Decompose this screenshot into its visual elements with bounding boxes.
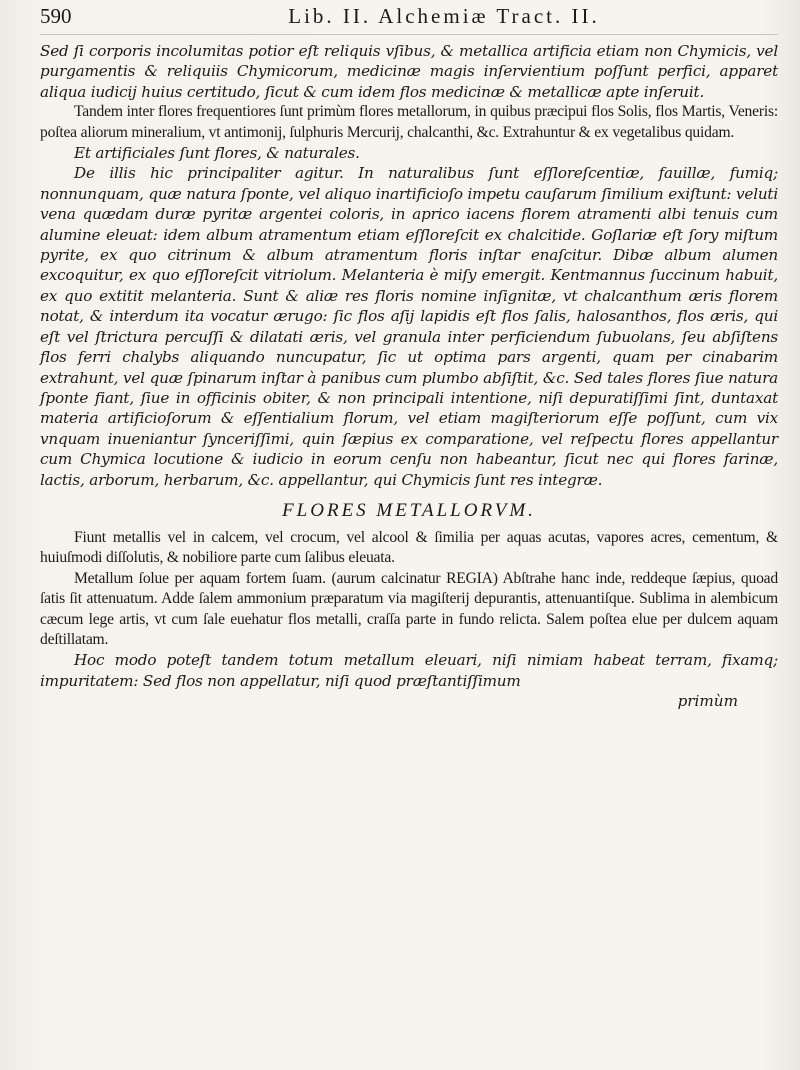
page-number: 590 <box>40 4 72 28</box>
section-heading: FLORES METALLORVM. <box>282 499 536 521</box>
running-head <box>40 4 778 35</box>
paragraph-intro: Sed ſi corporis incolumitas potior eſt reliquis vſibus, & metallica artificia etiam non Chymicis, vel purgamentis & reliquiis Chymicorum, medicinæ magis inſervientium poſſunt perfici, apparet aliqua iudicij huius certitudo, ſicut & cum idem flos medicinæ & metallicæ apte inſeruit. <box>40 42 778 101</box>
paragraph-flores-metallorum-list: Tandem inter flores frequentiores ſunt primùm flores metallorum, in quibus præcipui flos Solis, flos Martis, Veneris: poſtea aliorum mineralium, vt antimonij, ſulphuris Mercurij, chalcanthi, &c. Extrahuntur & ex vegetalibus quidam. <box>40 103 778 141</box>
paragraph-naturalibus: De illis hic principaliter agitur. In naturalibus ſunt eſſloreſcentiæ, fauillæ, fumiq; nonnunquam, quæ natura ſponte, vel aliquo inartificioſo impetu cauſarum ſimilium exiſtunt: veluti vena quædam duræ pyritæ argentei coloris, in aprico iacens florem atramenti albi tenuis cum alumine eleuat: idem album atramentum etiam eſſloreſcit ex chalcitide. Goſlariæ eſt ſory miſtum pyrite, ex quo citrinum & album atramentum floris inſtar enaſcitur. Dibæ album alumen excoquitur, ex quo eſſloreſcit vitriolum. Melanteria è miſy emergit. Kentmannus ſuccinum habuit, ex quo extitit melanteria. Sunt & aliæ res floris nomine inſignitæ, vt chalcanthum æris florem notat, & interdum ita vocatur ærugo: ſic flos aſij lapidis eſt flos ſalis, halosanthos, flos æris, qui eſt vel ſtrictura percuſſi & dilatati æris, vel granula inter perficiendum ſubuolans, ſeu abſiſtens flos ferri chalybs aliquando nuncupatur, ſic ut optima pars argenti, quam per cinabarim extrahunt, vel quæ ſpinarum inſtar à panibus cum plumbo abſiſtit, &c. Sed tales flores ſiue natura ſponte fiant, ſiue in officinis obiter, & non principali intentione, niſi depuratiſſimi ſint, duntaxat materia artificioſorum & eſſentialium florum, vel etiam magiſteriorum eſſe poſſunt, cum vix vnquam inueniantur ſynceriſſimi, quin ſæpius ex comparatione, vel reſpectu flores appellantur cum Chymica locutione & iudicio in eorum cenſu non habeantur, ſicut nec qui flores farinæ, lactis, arborum, herbarum, &c. appellantur, qui Chymicis ſunt res integræ. <box>40 164 778 489</box>
paragraph-fiunt: Fiunt metallis vel in calcem, vel crocum, vel alcool & ſimilia per aquas acutas, vapores acres, cementum, & huiuſmodi diſſolutis, & nobiliore parte cum ſalibus eleuata. <box>40 528 778 567</box>
running-title: Lib. II. Alchemiæ Tract. II. <box>288 4 600 28</box>
catchword: primùm <box>677 692 738 711</box>
paragraph-hoc-modo: Hoc modo poteſt tandem totum metallum eleuari, niſi nimiam habeat terram, fixamq; impuritatem: Sed flos non appellatur, niſi quod præſtantiſſimum <box>40 651 778 690</box>
paragraph-artificial-natural: Et artificiales ſunt flores, & naturales. <box>74 144 360 163</box>
paragraph-recipe: Metallum ſolue per aquam fortem ſuam. (aurum calcinatur REGIA) Abſtrahe hanc inde, reddeque ſæpius, quoad ſatis ſit attenuatum. Adde ſalem ammonium præparatum via magiſterij depurantis, attenuantiſque. Sublima in alembicum cæcum lege artis, vt cum ſale euehatur flos metalli, craſſa parte in fundo relicta. Salem poſtea elue per dulcem aquam deſtillatam. <box>40 569 778 648</box>
